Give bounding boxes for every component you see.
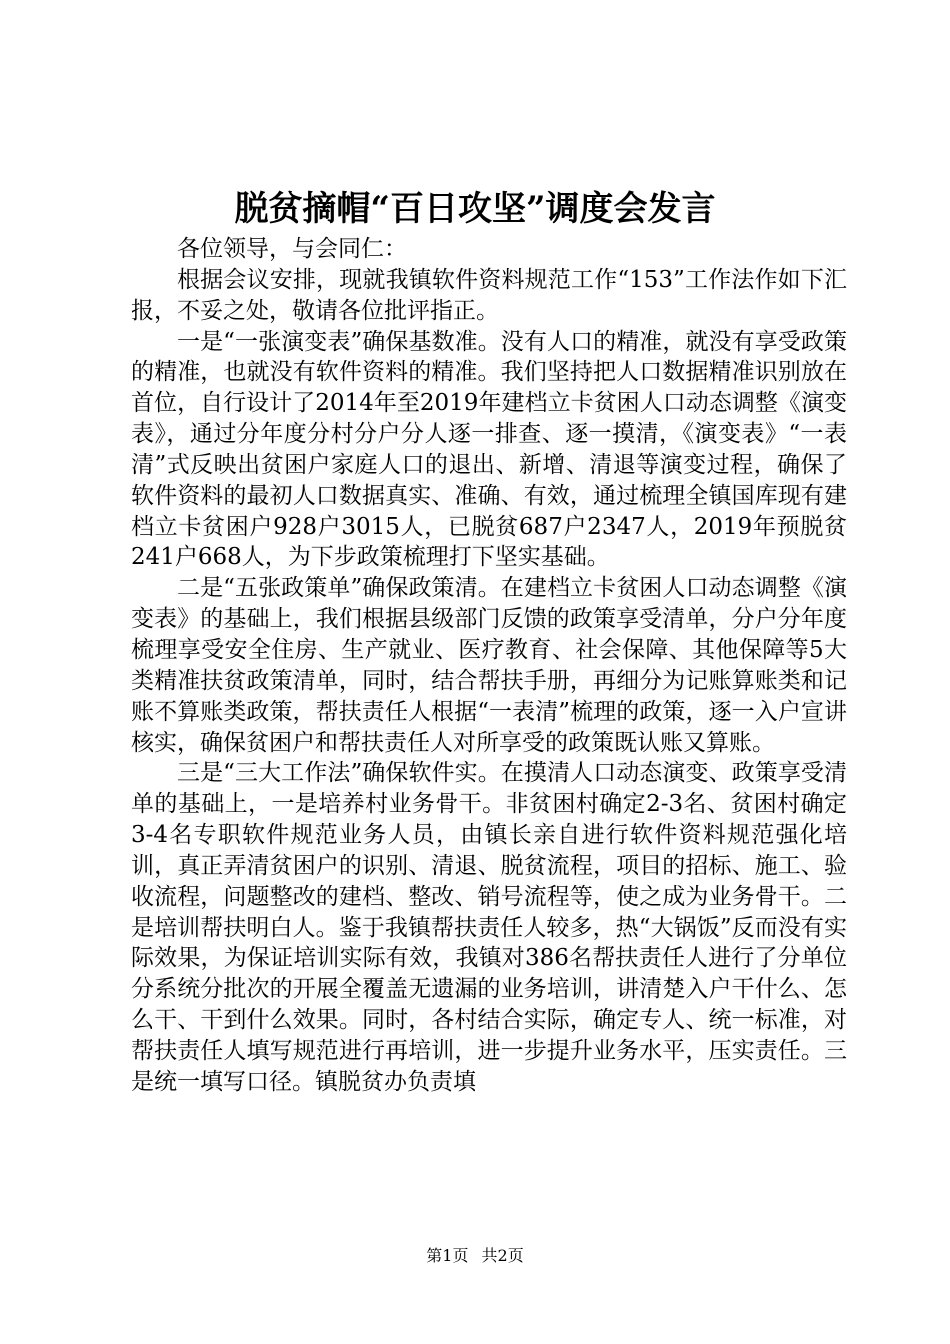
intro-paragraph: 根据会议安排，现就我镇软件资料规范工作“153”工作法作如下汇报，不妥之处，敬请各位批评指正。 — [131, 266, 847, 324]
document-body — [131, 234, 847, 1098]
page-number-current: 第1页 — [426, 1246, 469, 1265]
point-one-paragraph: 一是“一张演变表”确保基数准。没有人口的精准，就没有享受政策的精准，也就没有软件资料的精准。我们坚持把人口数据精准识别放在首位，自行设计了2014年至2019年建档立卡贫困人口动态调整《演变表》，通过分年度分村分户分人逐一排查、逐一摸清，《演变表》“一表清”式反映出贫困户家庭人口的退出、新增、清退等演变过程，确保了软件资料的最初人口数据真实、准确、有效，通过梳理全镇国库现有建档立卡贫困户928户3015人，已脱贫687户2347人，2019年预脱贫241户668人，为下步政策梳理打下坚实基础。 — [131, 328, 847, 571]
point-three-paragraph: 三是“三大工作法”确保软件实。在摸清人口动态演变、政策享受清单的基础上，一是培养村业务骨干。非贫困村确定2-3名、贫困村确定3-4名专职软件规范业务人员，由镇长亲自进行软件资料规范强化培训，真正弄清贫困户的识别、清退、脱贫流程，项目的招标、施工、验收流程，问题整改的建档、整改、销号流程等，使之成为业务骨干。二是培训帮扶明白人。鉴于我镇帮扶责任人较多，热“大锅饭”反而没有实际效果，为保证培训实际有效，我镇对386名帮扶责任人进行了分单位分系统分批次的开展全覆盖无遗漏的业务培训，讲清楚入户干什么、怎么干、干到什么效果。同时，各村结合实际，确定专人、统一标准，对帮扶责任人填写规范进行再培训，进一步提升业务水平，压实责任。三是统一填写口径。镇脱贫办负责填 — [131, 760, 847, 1095]
page-number-total: 共2页 — [481, 1246, 524, 1265]
salutation-paragraph: 各位领导，与会同仁： — [177, 236, 407, 262]
document-title: 脱贫摘帽“百日攻坚”调度会发言 — [234, 189, 716, 229]
point-two-paragraph: 二是“五张政策单”确保政策清。在建档立卡贫困人口动态调整《演变表》的基础上，我们根据县级部门反馈的政策享受清单，分户分年度梳理享受安全住房、生产就业、医疗教育、社会保障、其他保障等5大类精准扶贫政策清单，同时，结合帮扶手册，再细分为记账算账类和记账不算账类政策，帮扶责任人根据“一表清”梳理的政策，逐一入户宣讲核实，确保贫困户和帮扶责任人对所享受的政策既认账又算账。 — [131, 575, 847, 756]
page-footer — [0, 1244, 950, 1268]
